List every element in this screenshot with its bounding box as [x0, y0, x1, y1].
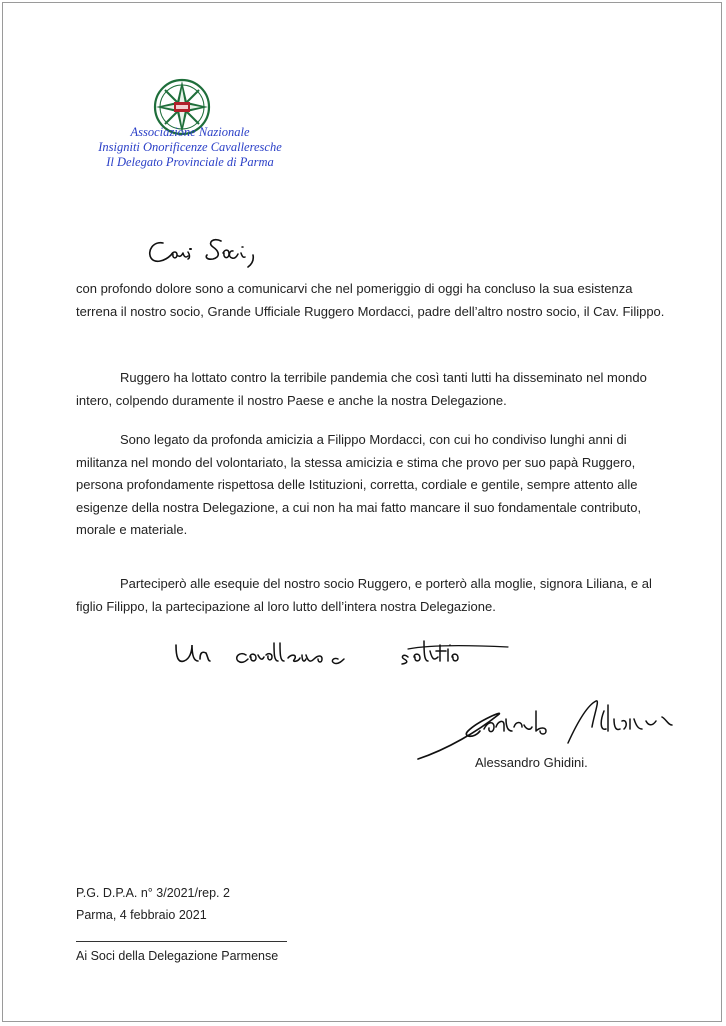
paragraph-3	[76, 429, 666, 542]
org-name: Associazione Nazionale	[130, 125, 250, 139]
signer-name: Alessandro Ghidini.	[475, 755, 588, 770]
divider	[76, 941, 287, 942]
letter-page	[2, 2, 722, 1022]
delegate-title: Il Delegato Provinciale di Parma	[106, 155, 274, 169]
paragraph-3-text: Sono legato da profonda amicizia a Filippo Mordacci, con cui ho condiviso lunghi anni di militanza nel mondo del volontariato, la stessa amicizia e stima che provo per suo papà Ruggero, persona profondamente rispettosa delle Istituzioni, corretta, cordiale e gentile, sempre attento alle esigenze della nostra Delegazione, a cui non ha mai fatto mancare il suo fondamentale contributo, morale e materiale.	[76, 432, 642, 537]
org-subtitle: Insigniti Onorificenze Cavalleresche	[98, 140, 282, 154]
association-header	[75, 125, 305, 170]
paragraph-2	[76, 367, 666, 412]
handwritten-closing	[168, 631, 518, 677]
paragraph-1	[76, 278, 666, 323]
paragraph-1-text: con profondo dolore sono a comunicarvi che nel pomeriggio di oggi ha concluso la sua esistenza terrena il nostro socio, Grande Ufficiale Ruggero Mordacci, padre dell’altro nostro socio, il Cav. Filippo.	[76, 281, 665, 319]
paragraph-4	[76, 573, 666, 618]
handwritten-salutation	[141, 231, 311, 271]
paragraph-2-text: Ruggero ha lottato contro la terribile pandemia che così tanti lutti ha disseminato nel mondo intero, colpendo duramente il nostro Paese e anche la nostra Delegazione.	[76, 370, 647, 408]
date-line: Parma, 4 febbraio 2021	[76, 908, 207, 922]
protocol-number: P.G. D.P.A. n° 3/2021/rep. 2	[76, 886, 230, 900]
recipients-line: Ai Soci della Delegazione Parmense	[76, 949, 279, 963]
paragraph-4-text: Parteciperò alle esequie del nostro socio Ruggero, e porterò alla moglie, signora Liliana, e al figlio Filippo, la partecipazione al loro lutto dell’intera nostra Delegazione.	[76, 576, 652, 614]
